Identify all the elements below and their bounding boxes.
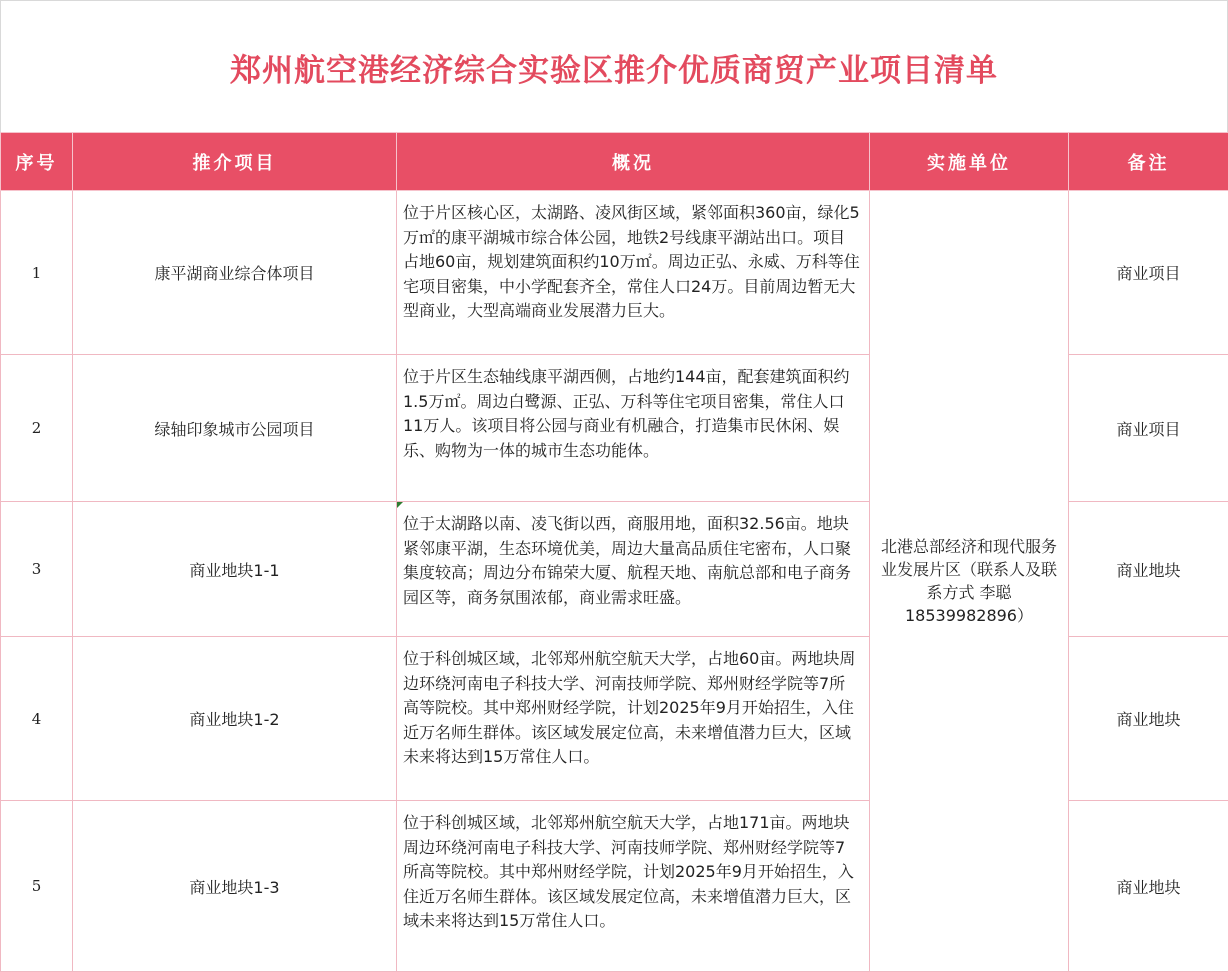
header-project: 推介项目 bbox=[73, 133, 397, 191]
header-overview: 概况 bbox=[397, 133, 870, 191]
table-header-row bbox=[1, 133, 1228, 191]
table-row bbox=[1, 191, 1228, 355]
row-no: 5 bbox=[1, 801, 73, 972]
row-project: 绿轴印象城市公园项目 bbox=[73, 355, 397, 502]
cell-comment-marker bbox=[397, 502, 403, 508]
row-remark: 商业地块 bbox=[1069, 502, 1228, 637]
row-overview: 位于片区生态轴线康平湖西侧，占地约144亩，配套建筑面积约1.5万㎡。周边白鹭源、正弘、万科等住宅项目密集，常住人口11万人。该项目将公园与商业有机融合，打造集市民休闲、娱乐、购物为一体的城市生态功能体。 bbox=[397, 355, 870, 502]
row-overview: 位于太湖路以南、凌飞街以西，商服用地，面积32.56亩。地块紧邻康平湖，生态环境优美，周边大量高品质住宅密布，人口聚集度较高；周边分布锦荣大厦、航程天地、南航总部和电子商务园区等，商务氛围浓郁，商业需求旺盛。 bbox=[397, 502, 870, 637]
row-remark: 商业地块 bbox=[1069, 637, 1228, 801]
row-no: 4 bbox=[1, 637, 73, 801]
row-project: 商业地块1-1 bbox=[73, 502, 397, 637]
row-overview: 位于片区核心区，太湖路、凌风街区域，紧邻面积360亩，绿化5万㎡的康平湖城市综合体公园，地铁2号线康平湖站出口。项目占地60亩，规划建筑面积约10万㎡。周边正弘、永威、万科等住宅项目密集，中小学配套齐全，常住人口24万。目前周边暂无大型商业，大型高端商业发展潜力巨大。 bbox=[397, 191, 870, 355]
row-project: 康平湖商业综合体项目 bbox=[73, 191, 397, 355]
title-bar bbox=[0, 0, 1228, 133]
project-table bbox=[0, 132, 1228, 972]
row-overview: 位于科创城区域，北邻郑州航空航天大学，占地60亩。两地块周边环绕河南电子科技大学、河南技师学院、郑州财经学院等7所高等院校。其中郑州财经学院，计划2025年9月开始招生，入住近万名师生群体。该区域发展定位高，未来增值潜力巨大，区域未来将达到15万常住人口。 bbox=[397, 637, 870, 801]
row-overview: 位于科创城区域，北邻郑州航空航天大学，占地171亩。两地块周边环绕河南电子科技大学、河南技师学院、郑州财经学院等7所高等院校。其中郑州财经学院，计划2025年9月开始招生，入住近万名师生群体。该区域发展定位高，未来增值潜力巨大，区域未来将达到15万常住人口。 bbox=[397, 801, 870, 972]
header-remark: 备注 bbox=[1069, 133, 1228, 191]
header-no: 序号 bbox=[1, 133, 73, 191]
row-no: 1 bbox=[1, 191, 73, 355]
row-remark: 商业项目 bbox=[1069, 191, 1228, 355]
row-no: 2 bbox=[1, 355, 73, 502]
implementing-unit: 北港总部经济和现代服务业发展片区（联系人及联系方式 李聪18539982896） bbox=[870, 191, 1069, 972]
row-project: 商业地块1-3 bbox=[73, 801, 397, 972]
row-remark: 商业地块 bbox=[1069, 801, 1228, 972]
row-no: 3 bbox=[1, 502, 73, 637]
header-unit: 实施单位 bbox=[870, 133, 1069, 191]
page-title: 郑州航空港经济综合实验区推介优质商贸产业项目清单 bbox=[230, 45, 998, 90]
row-remark: 商业项目 bbox=[1069, 355, 1228, 502]
row-project: 商业地块1-2 bbox=[73, 637, 397, 801]
